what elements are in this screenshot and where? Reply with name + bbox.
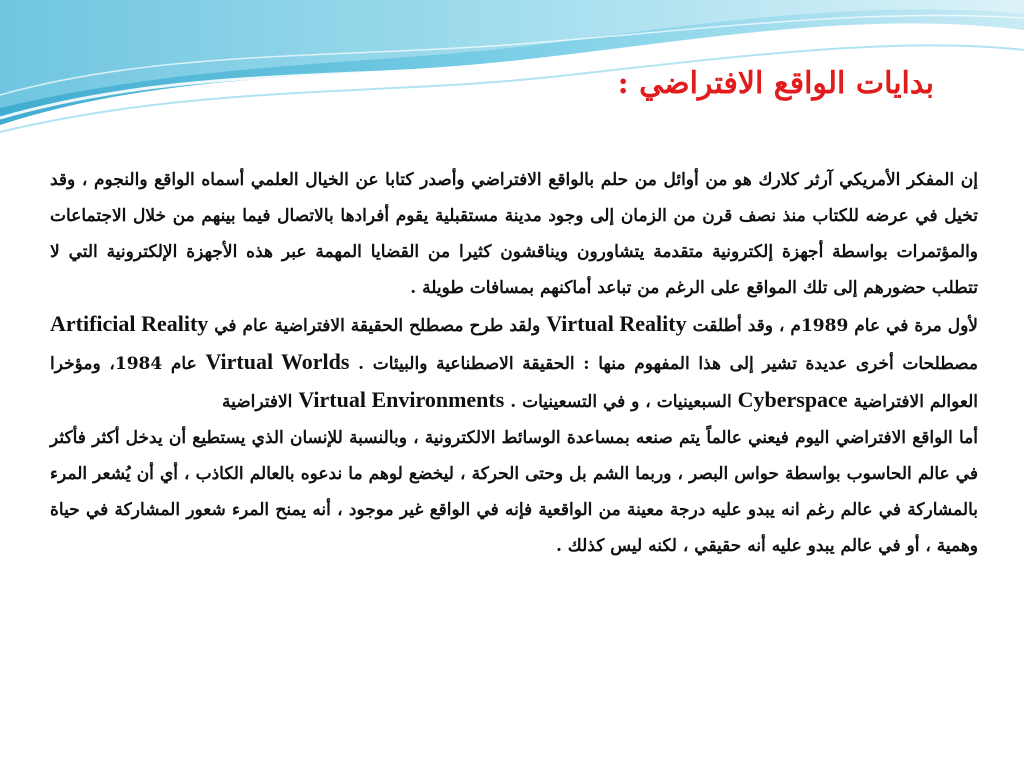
term-artificial-reality: Artificial Reality — [50, 311, 209, 336]
slide-title: بدايات الواقع الافتراضي : — [617, 66, 934, 101]
text-segment: مصطلحات أخرى عديدة تشير إلى هذا المفهوم منها : الحقيقة الاصطناعية والبيئات . — [349, 354, 979, 374]
paragraph-intro: إن المفكر الأمريكي آرثر كلارك هو من أوائل من حلم بالواقع الافتراضي وأصدر كتابا عن الخيال العلمي أسماه الواقع والنجوم ، وقد تخيل في عرضه للكتاب منذ نصف قرن من الزمان إلى وجود مدينة مستقبلية يقوم أفرادها بالاتصال فيما بينهم من خلال الاجتماعات والمؤتمرات بواسطة أجهزة إلكترونية متقدمة يتشاورون ويناقشون كثيرا من القضايا المهمة عبر هذه الأجهزة الإلكترونية التي لا تتطلب حضورهم إلى تلك المواقع على الرغم من تباعد أماكنهم بمسافات طويلة . — [50, 170, 978, 298]
text-segment: لأول مرة في عام 1989م ، وقد أطلقت — [686, 316, 978, 336]
text-segment: السبعينيات ، و في التسعينيات . — [504, 392, 738, 412]
paragraph-terms — [50, 306, 978, 420]
paragraph-definition: أما الواقع الافتراضي اليوم فيعني عالماً يتم صنعه بمساعدة الوسائط الالكترونية ، وبالنسبة للإنسان الذي يستطيع أن يدخل أكثر فأكثر في عالم الحاسوب بواسطة حواس البصر ، وربما الشم بل وحتى الحركة ، ليخضع لوهم ما ندعوه بالعالم الكاذب ، أي أن يُشعر المرء بالمشاركة في عالم رغم انه يبدو عليه درجة معينة من الواقعية فإنه في الواقع غير موجود ، أنه يمنح المرء شعور المشاركة في حياة وهمية ، أو في عالم يبدو عليه أنه حقيقي ، لكنه ليس كذلك . — [50, 428, 978, 556]
term-virtual-reality: Virtual Reality — [546, 311, 687, 336]
term-virtual-worlds: Virtual Worlds — [205, 349, 350, 374]
term-cyberspace: Cyberspace — [737, 387, 848, 412]
text-segment: ولقد طرح مصطلح الحقيقة الافتراضية عام في — [208, 316, 547, 336]
text-segment: عام 1984، ومؤخرا العوالم الافتراضية — [50, 354, 978, 412]
text-segment: الافتراضية — [221, 392, 299, 412]
term-virtual-environments: Virtual Environments — [298, 387, 505, 412]
slide-body — [50, 162, 978, 564]
